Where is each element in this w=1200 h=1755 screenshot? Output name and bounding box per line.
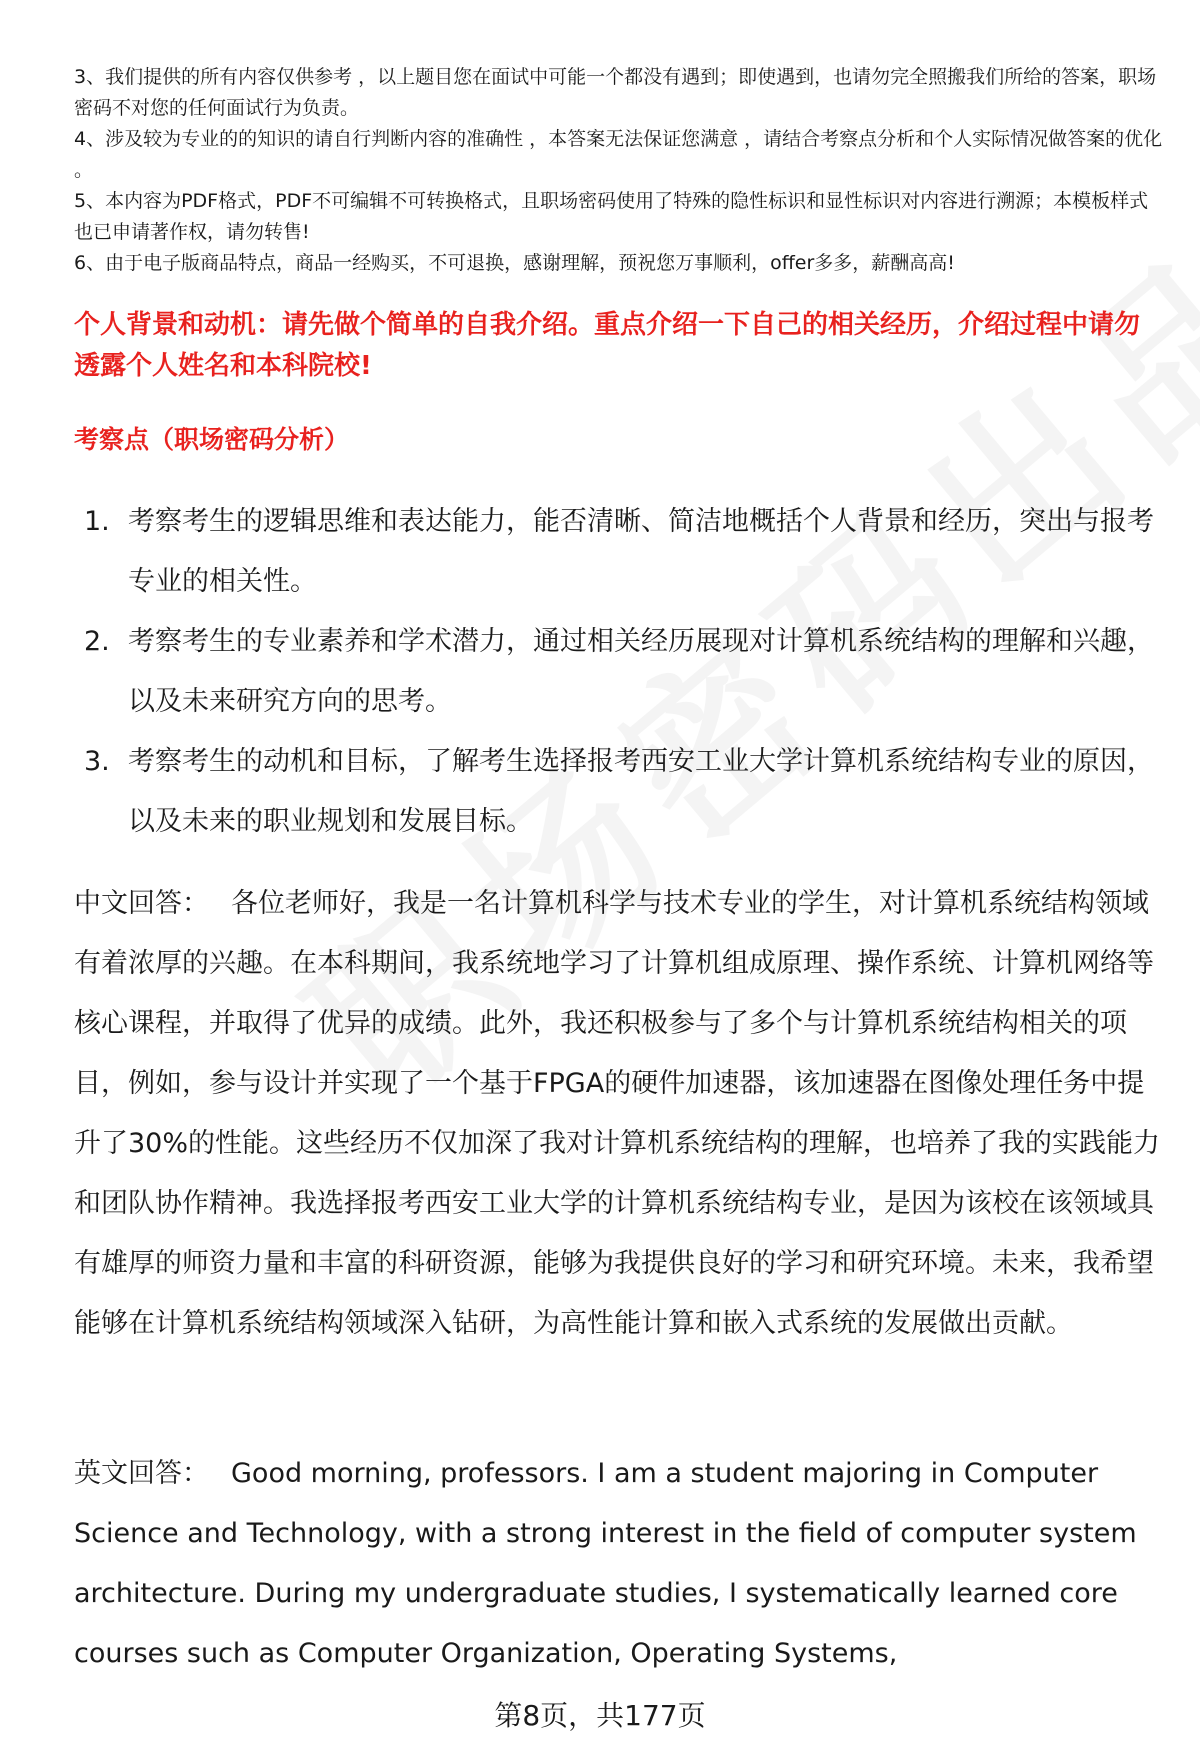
point-text: 考察考生的逻辑思维和表达能力，能否清晰、简洁地概括个人背景和经历，突出与报考专业的相关性。: [128, 506, 1154, 597]
english-answer: [74, 1444, 1160, 1684]
analysis-point: [84, 612, 1154, 732]
point-text: 考察考生的专业素养和学术潜力，通过相关经历展现对计算机系统结构的理解和兴趣，以及未来研究方向的思考。: [128, 626, 1154, 717]
point-text: 考察考生的动机和目标，了解考生选择报考西安工业大学计算机系统结构专业的原因，以及未来的职业规划和发展目标。: [128, 746, 1154, 837]
english-answer-label: 英文回答：: [74, 1458, 209, 1489]
english-answer-text: Good morning, professors. I am a student majoring in Computer Science and Technology, with a strong interest in the field of computer system architecture. During my undergraduate studies, I systematically learned core courses such as Computer Organization, Operating Systems,: [74, 1458, 1137, 1669]
analysis-points: [84, 492, 1154, 852]
chinese-answer-label: 中文回答：: [74, 888, 209, 919]
point-number: 3.: [84, 746, 110, 777]
question-heading: 个人背景和动机：请先做个简单的自我介绍。重点介绍一下自己的相关经历，介绍过程中请勿透露个人姓名和本科院校!: [74, 310, 1141, 381]
analysis-point: [84, 732, 1154, 852]
chinese-answer-text: 各位老师好，我是一名计算机科学与技术专业的学生，对计算机系统结构领域有着浓厚的兴趣。在本科期间，我系统地学习了计算机组成原理、操作系统、计算机网络等核心课程，并取得了优异的成绩。此外，我还积极参与了多个与计算机系统结构相关的项目，例如，参与设计并实现了一个基于FPGA的硬件加速器，该加速器在图像处理任务中提升了30%的性能。这些经历不仅加深了我对计算机系统结构的理解，也培养了我的实践能力和团队协作精神。我选择报考西安工业大学的计算机系统结构专业，是因为该校在该领域具有雄厚的师资力量和丰富的科研资源，能够为我提供良好的学习和研究环境。未来，我希望能够在计算机系统结构领域深入钻研，为高性能计算和嵌入式系统的发展做出贡献。: [74, 888, 1161, 1339]
note-item: 3、我们提供的所有内容仅供参考 ，以上题目您在面试中可能一个都没有遇到；即使遇到，也请勿完全照搬我们所给的答案，职场密码不对您的任何面试行为负责。: [74, 66, 1157, 119]
analysis-title: 考察点（职场密码分析）: [74, 425, 350, 454]
chinese-answer: [74, 874, 1160, 1354]
point-number: 1.: [84, 506, 110, 537]
analysis-point: [84, 492, 1154, 612]
note-item: 6、由于电子版商品特点，商品一经购买，不可退换，感谢理解，预祝您万事顺利，offer多多，薪酬高高!: [74, 252, 955, 274]
disclaimer-notes: [74, 62, 1164, 279]
note-item: 4、涉及较为专业的的知识的请自行判断内容的准确性 ，本答案无法保证您满意 ，请结合考察点分析和个人实际情况做答案的优化 。: [74, 128, 1163, 181]
page-footer: 第8页，共177页: [494, 1699, 706, 1732]
point-number: 2.: [84, 626, 110, 657]
note-item: 5、本内容为PDF格式，PDF不可编辑不可转换格式，且职场密码使用了特殊的隐性标识和显性标识对内容进行溯源；本模板样式也已申请著作权，请勿转售!: [74, 190, 1149, 243]
